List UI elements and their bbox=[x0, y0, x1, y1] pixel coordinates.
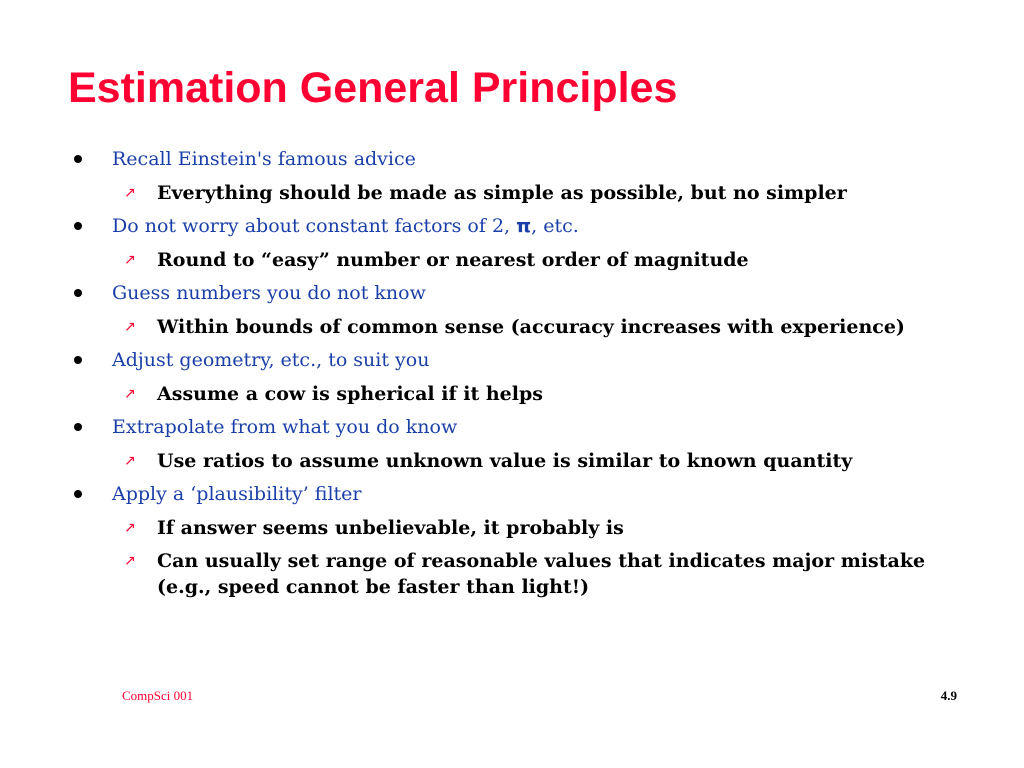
bullet-text: Apply a ‘plausibility’ filter bbox=[112, 483, 362, 505]
bullet-item bbox=[0, 414, 1024, 440]
bullet-text: Recall Einstein's famous advice bbox=[112, 148, 416, 170]
bullet-item bbox=[0, 280, 1024, 306]
sub-bullet-item bbox=[0, 247, 1024, 273]
sub-bullet-text: Can usually set range of reasonable values that indicates major mistake (e.g., speed cannot be faster than light!) bbox=[157, 550, 926, 598]
bullet-text: Guess numbers you do not know bbox=[112, 282, 426, 304]
sub-bullet-item bbox=[0, 515, 1024, 541]
footer-page-number: 4.9 bbox=[940, 688, 957, 703]
sub-bullet-item bbox=[0, 180, 1024, 206]
sub-bullet-text: If answer seems unbelievable, it probably is bbox=[157, 516, 624, 539]
sub-bullet-text: Assume a cow is spherical if it helps bbox=[157, 382, 543, 405]
bullet-text-part: , etc. bbox=[531, 215, 579, 237]
arrow-up-right-icon: ↗ bbox=[124, 385, 136, 402]
bullet-item bbox=[0, 347, 1024, 373]
sub-bullet-text: Everything should be made as simple as possible, but no simpler bbox=[157, 181, 847, 204]
pi-symbol: π bbox=[516, 215, 532, 237]
arrow-up-right-icon: ↗ bbox=[124, 184, 136, 201]
bullet-text: Adjust geometry, etc., to suit you bbox=[112, 349, 430, 371]
bullet-dot-icon bbox=[74, 490, 82, 498]
bullet-item bbox=[0, 481, 1024, 507]
bullet-dot-icon bbox=[74, 222, 82, 230]
footer-course-label: CompSci 001 bbox=[122, 688, 194, 703]
arrow-up-right-icon: ↗ bbox=[124, 452, 136, 469]
bullet-dot-icon bbox=[74, 155, 82, 163]
bullet-text-part: Do not worry about constant factors of 2, bbox=[112, 215, 517, 237]
arrow-up-right-icon: ↗ bbox=[124, 251, 136, 268]
sub-bullet-item bbox=[0, 381, 1024, 407]
sub-bullet-item bbox=[0, 548, 1024, 600]
bullet-dot-icon bbox=[74, 289, 82, 297]
sub-bullet-text: Use ratios to assume unknown value is similar to known quantity bbox=[157, 449, 853, 472]
bullet-dot-icon bbox=[74, 356, 82, 364]
sub-bullet-text: Round to “easy” number or nearest order of magnitude bbox=[157, 248, 749, 271]
arrow-up-right-icon: ↗ bbox=[124, 519, 136, 536]
sub-bullet-item bbox=[0, 314, 1024, 340]
sub-bullet-text: Within bounds of common sense (accuracy increases with experience) bbox=[157, 315, 905, 338]
arrow-up-right-icon: ↗ bbox=[124, 553, 136, 569]
bullet-dot-icon bbox=[74, 423, 82, 431]
bullet-item bbox=[0, 146, 1024, 172]
sub-bullet-item bbox=[0, 448, 1024, 474]
bullet-text bbox=[112, 213, 1024, 239]
arrow-up-right-icon: ↗ bbox=[124, 318, 136, 335]
bullet-text: Extrapolate from what you do know bbox=[112, 416, 458, 438]
slide-title: Estimation General Principles bbox=[68, 64, 678, 112]
bullet-list bbox=[0, 146, 1024, 608]
bullet-item bbox=[0, 213, 1024, 239]
